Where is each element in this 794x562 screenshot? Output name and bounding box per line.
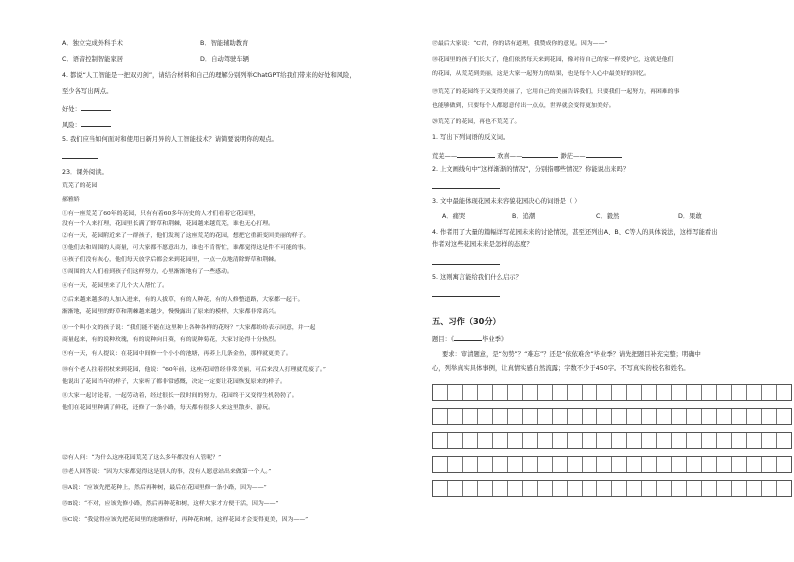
grid-cell[interactable] (523, 385, 538, 400)
grid-cell[interactable] (687, 457, 702, 472)
grid-cell[interactable] (597, 457, 612, 472)
grid-cell[interactable] (687, 433, 702, 448)
q3-text: 3. 文中最能体现花园未来容貌花园决心的词语是（ ） (432, 198, 581, 205)
q3-option-d[interactable]: D．果敢 (678, 213, 702, 220)
para-11a: ⑪大家一起讨论着，一起劳动着，经过很长一段时间的努力，花园终于又变得生机勃勃了。 (62, 393, 298, 399)
grid-cell[interactable] (717, 457, 732, 472)
q3-option-b[interactable]: B．追潮 (512, 213, 536, 220)
grid-cell[interactable] (433, 385, 448, 400)
grid-cell[interactable] (702, 385, 717, 400)
benefit-label: 好处： (62, 106, 81, 113)
grid-cell[interactable] (642, 433, 657, 448)
grid-cell[interactable] (538, 409, 553, 424)
para-1b: 没有一个人来打理，花园里长满了野草和荆棘，花园越来越荒芜，谁也无心打理。 (62, 221, 275, 227)
grid-cell[interactable] (568, 433, 583, 448)
grid-cell[interactable] (627, 457, 642, 472)
q2-text: 2. 上文画线句中“这样渐渐的情况”，分别指哪些情况？你能说出来吗？ (432, 166, 630, 173)
grid-cell[interactable] (448, 409, 463, 424)
grid-cell[interactable] (612, 481, 627, 496)
risk-blank[interactable] (81, 120, 111, 127)
question-4-line-1: 4. 都说“人工智能是一把双刃剑”，请结合材料和自己的理解分别列举ChatGPT给我们带来的好处和风险， (62, 72, 356, 79)
q4-line-1: 4. 作者用了大量的篇幅详写花园未来的讨论情况，甚至还列出A、B、C等人的具体说法，这样写能看出 (432, 229, 718, 236)
grid-cell[interactable] (493, 385, 508, 400)
grid-cell[interactable] (627, 433, 642, 448)
grid-cell[interactable] (732, 481, 747, 496)
grid-cell[interactable] (627, 409, 642, 424)
grid-cell[interactable] (493, 409, 508, 424)
requirement-line-2: 心，列举真实具体事例，让真情实感自然流露；字数不少于450字。不写真实的校名和姓名。 (432, 365, 690, 372)
dialogue-15: ⑮B说：“不对，应该先修小路，然后再种花和树，这样大家才方便干活，因为——” (62, 501, 279, 507)
grid-cell[interactable] (448, 481, 463, 496)
grid-cell[interactable] (672, 409, 687, 424)
grid-cell[interactable] (747, 481, 762, 496)
title-label: 题目：《 (432, 336, 455, 343)
grid-cell[interactable] (583, 481, 598, 496)
para-2: ②有一天，花园附近来了一群孩子，他们发现了这座荒芜的花园，想把它重新变回美丽的样子。 (62, 233, 310, 239)
writing-grid[interactable] (432, 384, 792, 497)
risk-answer[interactable] (62, 120, 111, 130)
grid-cell[interactable] (538, 433, 553, 448)
grid-cell[interactable] (762, 433, 777, 448)
para-9: ⑨有一天，有人提议：在花园中间修一个小小的池塘，再养上几条金鱼，那样就更美了。 (62, 351, 292, 357)
grid-cell[interactable] (612, 457, 627, 472)
risk-label: 风险： (62, 122, 81, 129)
story-author: 郝雅娇 (62, 197, 80, 203)
grid-row[interactable] (432, 432, 792, 449)
grid-row[interactable] (432, 480, 792, 497)
q1-a-blank[interactable] (457, 151, 495, 158)
grid-cell[interactable] (732, 433, 747, 448)
option-a: A．独立完成外科手术 (62, 40, 123, 47)
question-5: 5. 我们应当如何面对和使用日新月异的人工智能技术？请简要说明你的观点。 (62, 136, 278, 143)
grid-cell[interactable] (672, 457, 687, 472)
dialogue-16: ⑯C说：“我觉得应该先把花园里的池塘修好，再种花和树，这样花园才会变得更美，因为——” (62, 517, 309, 523)
title-end: 毕业季》 (482, 336, 508, 343)
grid-cell[interactable] (747, 457, 762, 472)
section-23-heading: 23．课外阅读。 (62, 169, 108, 176)
para-18-line-2: 的花园，从荒芜到美丽，这是大家一起努力的结果，也是每个人心中最美好的回忆。 (432, 71, 650, 77)
grid-cell[interactable] (463, 433, 478, 448)
grid-cell[interactable] (732, 409, 747, 424)
grid-cell[interactable] (493, 433, 508, 448)
para-4: ④孩子们没有灰心，他们每天放学后都会来到花园里，一点一点地清除野草和荆棘。 (62, 257, 280, 263)
grid-cell[interactable] (717, 409, 732, 424)
grid-cell[interactable] (597, 409, 612, 424)
q5-text: 5. 这则寓言能给我们什么启示？ (432, 274, 522, 281)
grid-cell[interactable] (568, 481, 583, 496)
grid-cell[interactable] (672, 385, 687, 400)
grid-cell[interactable] (777, 409, 791, 424)
para-11b: 他们在花园里种满了鲜花，还修了一条小路，每天都有很多人来这里散步、游玩。 (62, 405, 275, 411)
grid-row[interactable] (432, 384, 792, 401)
grid-cell[interactable] (493, 457, 508, 472)
para-19-line-1: ⑲荒芜了的花园终于又变得美丽了，它用自己的美丽告诉我们，只要我们一起努力，再困难的事 (432, 89, 680, 95)
grid-cell[interactable] (702, 433, 717, 448)
grid-cell[interactable] (717, 433, 732, 448)
grid-cell[interactable] (597, 385, 612, 400)
grid-cell[interactable] (642, 409, 657, 424)
grid-cell[interactable] (627, 481, 642, 496)
grid-cell[interactable] (553, 385, 568, 400)
grid-cell[interactable] (612, 385, 627, 400)
grid-cell[interactable] (538, 385, 553, 400)
title-blank[interactable] (454, 334, 482, 341)
grid-cell[interactable] (657, 433, 672, 448)
grid-cell[interactable] (448, 385, 463, 400)
grid-cell[interactable] (642, 385, 657, 400)
para-3: ③他们去和周围的人商量，可大家都不愿意出力，谁也不肯帮忙，谁都觉得这是件不可能的事。 (62, 245, 310, 251)
grid-cell[interactable] (538, 457, 553, 472)
option-c: C．语音控制智能家居 (62, 56, 124, 63)
option-d: D．自动驾驶车辆 (200, 56, 249, 63)
grid-cell[interactable] (508, 481, 523, 496)
grid-row[interactable] (432, 408, 792, 425)
para-7a: ⑦后来越来越多的人加入进来，有的人拔草，有的人种花，有的人修整道路，大家都一起干。 (62, 297, 304, 303)
grid-cell[interactable] (478, 481, 493, 496)
para-6: ⑥有一天，花园里来了几个大人帮忙了。 (62, 283, 169, 289)
composition-title[interactable] (432, 334, 507, 344)
grid-cell[interactable] (762, 385, 777, 400)
grid-cell[interactable] (463, 385, 478, 400)
para-8a: ⑧一个叫小文的孩子说：“我们能不能在这里种上各种各样的花呀？”大家都纷纷表示同意，并一起 (62, 325, 316, 331)
grid-cell[interactable] (478, 433, 493, 448)
grid-cell[interactable] (463, 409, 478, 424)
grid-cell[interactable] (687, 385, 702, 400)
grid-cell[interactable] (583, 385, 598, 400)
grid-cell[interactable] (687, 409, 702, 424)
q2-answer-blank[interactable] (432, 187, 500, 189)
grid-cell[interactable] (553, 433, 568, 448)
grid-cell[interactable] (568, 409, 583, 424)
grid-cell[interactable] (568, 457, 583, 472)
grid-cell[interactable] (448, 457, 463, 472)
q1-a-label: 荒芜—— (432, 153, 458, 160)
story-title: 荒芜了的花园 (62, 183, 98, 189)
grid-cell[interactable] (583, 457, 598, 472)
para-1a: ①有一座荒芜了60年的花园，只有有着60多年历史的人才们看着它花园里， (62, 211, 260, 217)
grid-cell[interactable] (493, 481, 508, 496)
q1-c-label: 渺茫—— (560, 153, 586, 160)
grid-cell[interactable] (657, 409, 672, 424)
grid-cell[interactable] (597, 433, 612, 448)
q1-b-label: 欢喜—— (497, 153, 523, 160)
grid-cell[interactable] (433, 409, 448, 424)
grid-cell[interactable] (762, 457, 777, 472)
grid-cell[interactable] (523, 457, 538, 472)
grid-cell[interactable] (732, 385, 747, 400)
grid-cell[interactable] (508, 433, 523, 448)
q4-answer-blank[interactable] (432, 263, 500, 265)
grid-cell[interactable] (478, 385, 493, 400)
para-18-line-1: ⑱花园里的孩子们长大了，他们依然每天来到花园，像对待自己的家一样爱护它，这就是他们 (432, 57, 674, 63)
q1-b-blank[interactable] (522, 151, 558, 158)
benefit-answer[interactable] (62, 104, 111, 114)
para-8b: 商量起来，有的说种玫瑰，有的说种向日葵，有的说种菊花，大家讨论得十分热烈。 (62, 337, 280, 343)
grid-cell[interactable] (433, 433, 448, 448)
q3-option-a[interactable]: A．痛哭 (442, 213, 466, 220)
grid-cell[interactable] (717, 481, 732, 496)
q4-line-2: 作者对这些花园未来是怎样的态度？ (432, 241, 533, 248)
grid-cell[interactable] (553, 409, 568, 424)
option-b: B．智能辅助教育 (200, 40, 249, 47)
grid-cell[interactable] (777, 457, 791, 472)
grid-cell[interactable] (612, 409, 627, 424)
grid-cell[interactable] (553, 481, 568, 496)
benefit-blank[interactable] (81, 104, 111, 111)
para-5: ⑤周围的大人们看到孩子们这样努力，心里渐渐地有了一些感动。 (62, 269, 233, 275)
q5-answer-blank[interactable] (432, 295, 500, 297)
q5-answer-blank[interactable] (62, 157, 98, 159)
q1-c-blank[interactable] (586, 151, 622, 158)
grid-cell[interactable] (523, 409, 538, 424)
grid-cell[interactable] (463, 457, 478, 472)
grid-cell[interactable] (657, 457, 672, 472)
grid-cell[interactable] (523, 433, 538, 448)
grid-cell[interactable] (448, 433, 463, 448)
grid-cell[interactable] (553, 457, 568, 472)
grid-cell[interactable] (433, 481, 448, 496)
para-20: ⑳荒芜了的花园，再也不荒芜了。 (432, 119, 521, 125)
grid-cell[interactable] (597, 481, 612, 496)
q1-antonyms[interactable] (432, 151, 622, 161)
grid-cell[interactable] (672, 481, 687, 496)
grid-cell[interactable] (747, 433, 762, 448)
grid-cell[interactable] (538, 481, 553, 496)
grid-cell[interactable] (642, 481, 657, 496)
grid-cell[interactable] (583, 433, 598, 448)
question-4-line-2: 至少各写出两点。 (62, 88, 113, 95)
grid-cell[interactable] (702, 481, 717, 496)
grid-cell[interactable] (747, 409, 762, 424)
grid-cell[interactable] (657, 385, 672, 400)
para-17: ⑰最后大家说：“C君，你的话有道理，我赞成你的意见。因为——” (432, 41, 608, 47)
grid-cell[interactable] (478, 409, 493, 424)
grid-cell[interactable] (508, 457, 523, 472)
para-10a: ⑩有个老人拄着拐杖来到花园，他说：“60年前，这座花园曾经非常美丽，可后来没人打理就荒废了。” (62, 367, 326, 373)
dialogue-12: ⑫有人问：“为什么这座花园荒芜了这么多年都没有人管呢？” (62, 455, 222, 461)
grid-cell[interactable] (762, 409, 777, 424)
q1-text: 1. 写出下列词语的反义词。 (432, 134, 510, 141)
grid-cell[interactable] (433, 457, 448, 472)
requirement-line-1: 要求：审清题意，是“勿势”？“难忘”？还是“依依难舍”毕业季？请先把题目补充完整；明确中 (442, 351, 701, 358)
grid-cell[interactable] (717, 385, 732, 400)
grid-cell[interactable] (657, 481, 672, 496)
dialogue-14: ⑭A说：“应该先把花种上，然后再种树，最后在花园里修一条小路，因为——” (62, 485, 267, 491)
grid-cell[interactable] (672, 433, 687, 448)
grid-cell[interactable] (702, 409, 717, 424)
grid-cell[interactable] (732, 457, 747, 472)
para-19-line-2: 也能够做到，只要每个人都愿意付出一点点，世界就会变得更加美好。 (432, 103, 615, 109)
para-7b: 渐渐地，花园里的野草和荆棘越来越少，慢慢露出了原来的模样，大家都非常高兴。 (62, 309, 280, 315)
grid-cell[interactable] (687, 481, 702, 496)
grid-cell[interactable] (747, 385, 762, 400)
q3-option-c[interactable]: C．毅然 (596, 213, 620, 220)
grid-cell[interactable] (478, 457, 493, 472)
grid-cell[interactable] (627, 385, 642, 400)
grid-cell[interactable] (583, 409, 598, 424)
grid-cell[interactable] (777, 385, 791, 400)
grid-cell[interactable] (702, 457, 717, 472)
grid-cell[interactable] (508, 385, 523, 400)
grid-cell[interactable] (612, 433, 627, 448)
grid-cell[interactable] (762, 481, 777, 496)
grid-row[interactable] (432, 456, 792, 473)
grid-cell[interactable] (642, 457, 657, 472)
composition-heading: 五、习作（30分） (432, 316, 501, 326)
para-10b: 他说出了花园当年的样子，大家听了都非常感慨，决定一定要让花园恢复原来的样子。 (62, 379, 286, 385)
grid-cell[interactable] (508, 409, 523, 424)
grid-cell[interactable] (568, 385, 583, 400)
grid-cell[interactable] (777, 433, 791, 448)
grid-cell[interactable] (523, 481, 538, 496)
grid-cell[interactable] (777, 481, 791, 496)
dialogue-13: ⑬老人回答说：“因为大家都觉得这是别人的事，没有人愿意站出来做第一个人。” (62, 469, 272, 475)
grid-cell[interactable] (463, 481, 478, 496)
